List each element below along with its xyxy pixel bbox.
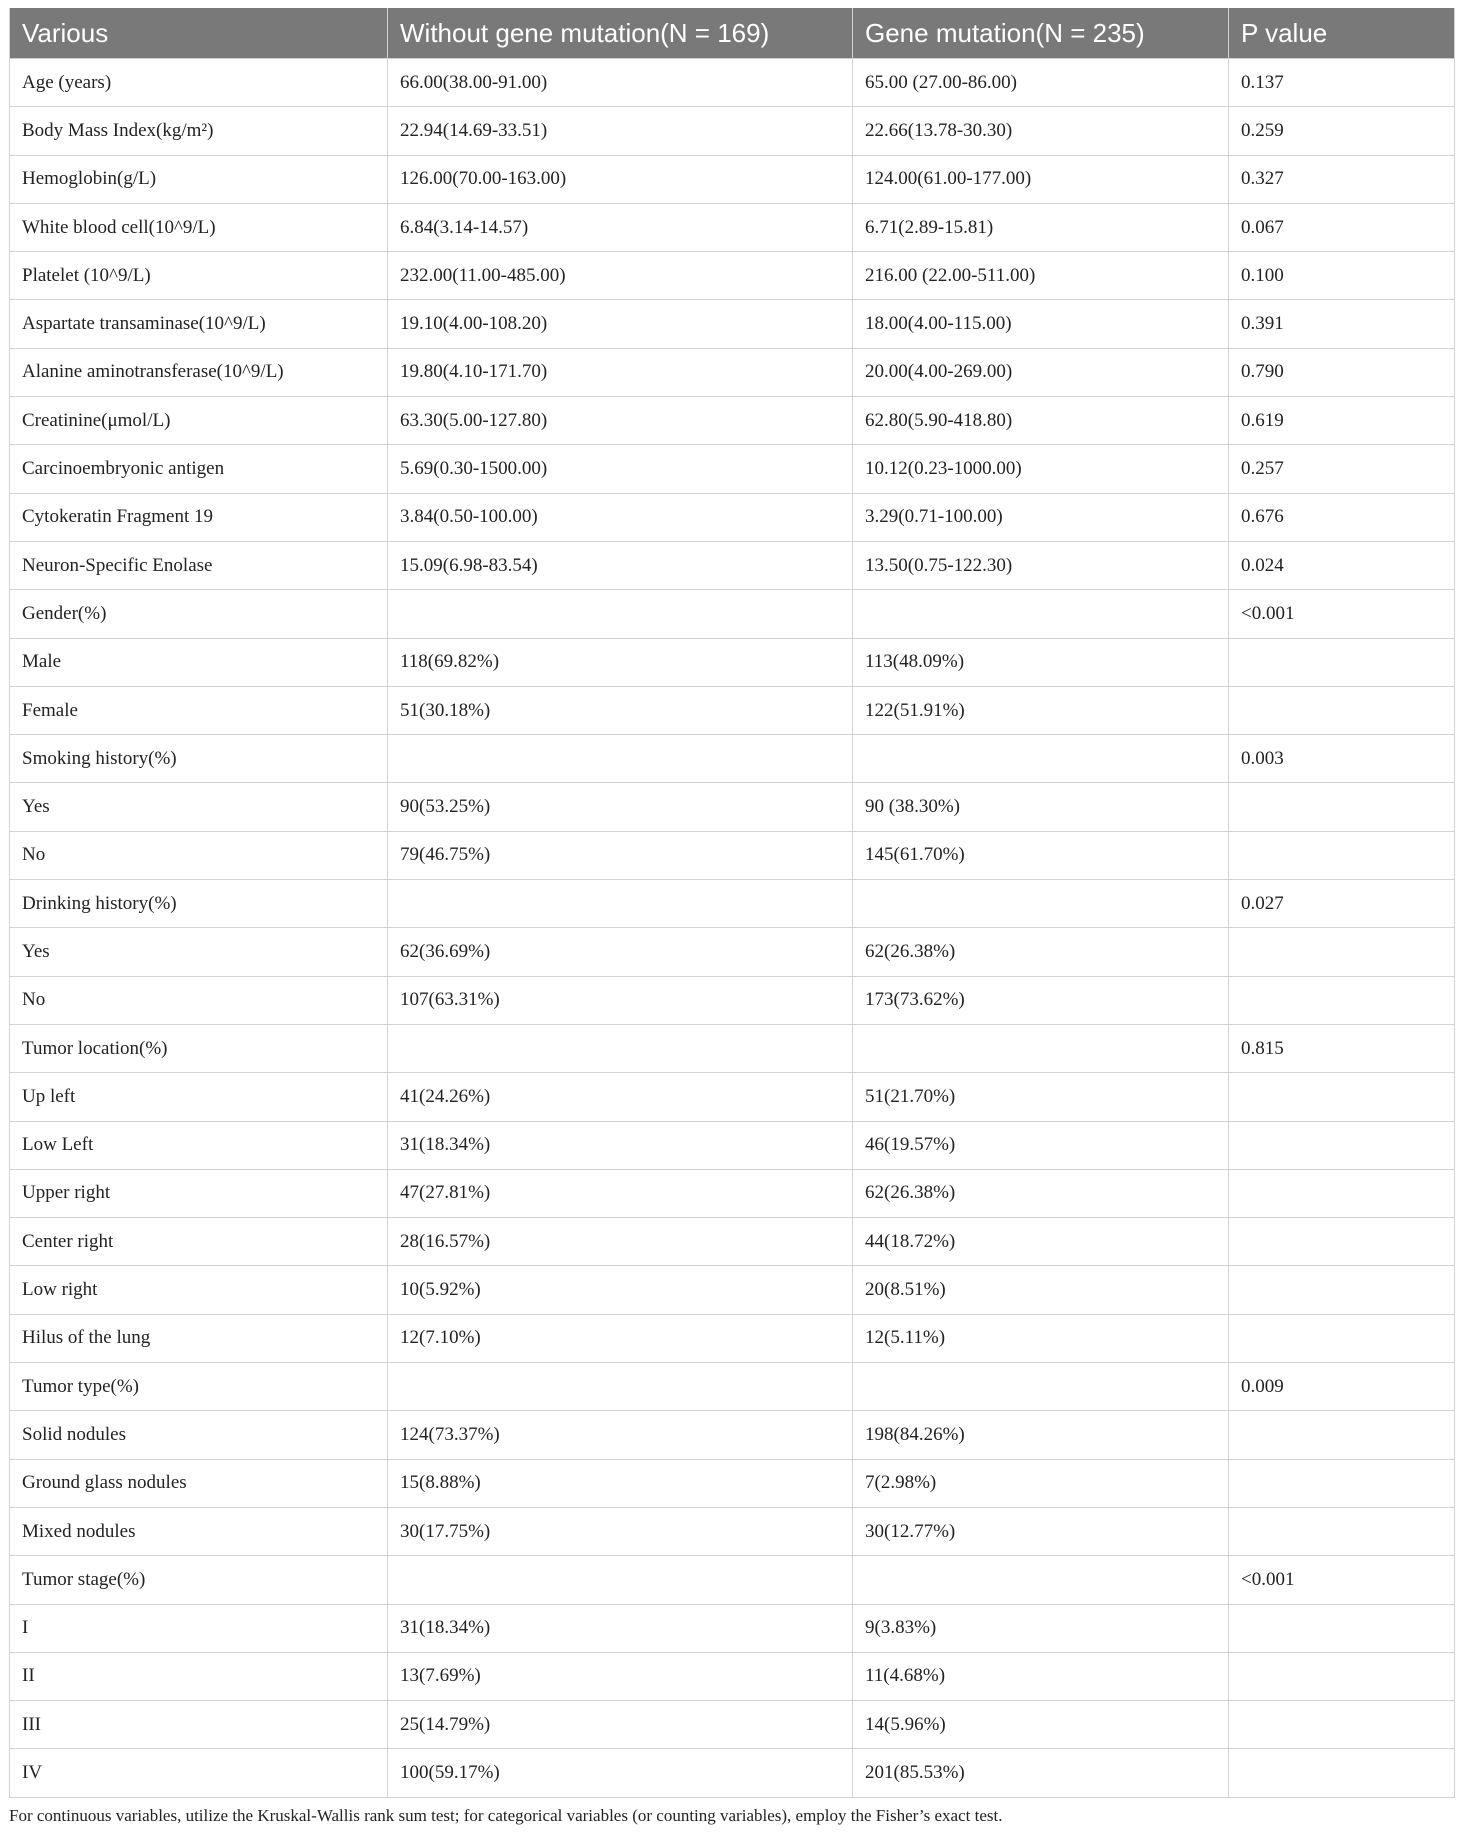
without-mutation-cell: 51(30.18%) bbox=[388, 686, 853, 734]
table-row bbox=[10, 348, 1455, 396]
variable-cell: Center right bbox=[10, 1218, 388, 1266]
gene-mutation-cell: 198(84.26%) bbox=[853, 1411, 1229, 1459]
table-row bbox=[10, 1411, 1455, 1459]
table-row bbox=[10, 686, 1455, 734]
gene-mutation-cell: 201(85.53%) bbox=[853, 1749, 1229, 1797]
gene-mutation-cell: 46(19.57%) bbox=[853, 1121, 1229, 1169]
without-mutation-cell: 232.00(11.00-485.00) bbox=[388, 252, 853, 300]
variable-cell: Up left bbox=[10, 1073, 388, 1121]
gene-mutation-cell bbox=[853, 880, 1229, 928]
table-row bbox=[10, 59, 1455, 107]
variable-cell: Solid nodules bbox=[10, 1411, 388, 1459]
gene-mutation-cell: 30(12.77%) bbox=[853, 1507, 1229, 1555]
table-row bbox=[10, 783, 1455, 831]
p-value-cell bbox=[1229, 1459, 1455, 1507]
without-mutation-cell bbox=[388, 1024, 853, 1072]
p-value-cell bbox=[1229, 1266, 1455, 1314]
p-value-cell: 0.009 bbox=[1229, 1363, 1455, 1411]
table-row bbox=[10, 252, 1455, 300]
table-row bbox=[10, 1266, 1455, 1314]
p-value-cell: 0.790 bbox=[1229, 348, 1455, 396]
p-value-cell bbox=[1229, 1073, 1455, 1121]
variable-cell: Female bbox=[10, 686, 388, 734]
variable-cell: Ground glass nodules bbox=[10, 1459, 388, 1507]
gene-mutation-cell bbox=[853, 1363, 1229, 1411]
without-mutation-cell: 3.84(0.50-100.00) bbox=[388, 493, 853, 541]
variable-cell: No bbox=[10, 831, 388, 879]
p-value-cell bbox=[1229, 1701, 1455, 1749]
table-row bbox=[10, 541, 1455, 589]
gene-mutation-cell: 18.00(4.00-115.00) bbox=[853, 300, 1229, 348]
gene-mutation-cell: 9(3.83%) bbox=[853, 1604, 1229, 1652]
gene-mutation-cell: 62(26.38%) bbox=[853, 1169, 1229, 1217]
p-value-cell bbox=[1229, 1604, 1455, 1652]
table-footnote: For continuous variables, utilize the Kruskal-Wallis rank sum test; for categorical variables (or counting variables), employ the Fisher’s exact test. bbox=[9, 1806, 1003, 1825]
variable-cell: Creatinine(μmol/L) bbox=[10, 397, 388, 445]
header-gene-mutation: Gene mutation(N = 235) bbox=[853, 8, 1229, 59]
table-row bbox=[10, 590, 1455, 638]
table-container bbox=[9, 8, 1454, 1798]
without-mutation-cell: 63.30(5.00-127.80) bbox=[388, 397, 853, 445]
p-value-cell: 0.257 bbox=[1229, 445, 1455, 493]
gene-mutation-cell: 113(48.09%) bbox=[853, 638, 1229, 686]
gene-mutation-cell bbox=[853, 735, 1229, 783]
table-row bbox=[10, 1218, 1455, 1266]
without-mutation-cell: 118(69.82%) bbox=[388, 638, 853, 686]
without-mutation-cell: 62(36.69%) bbox=[388, 928, 853, 976]
table-row bbox=[10, 1507, 1455, 1555]
p-value-cell: 0.259 bbox=[1229, 107, 1455, 155]
p-value-cell: 0.676 bbox=[1229, 493, 1455, 541]
without-mutation-cell: 124(73.37%) bbox=[388, 1411, 853, 1459]
variable-cell: Cytokeratin Fragment 19 bbox=[10, 493, 388, 541]
without-mutation-cell: 10(5.92%) bbox=[388, 1266, 853, 1314]
variable-cell: Smoking history(%) bbox=[10, 735, 388, 783]
gene-mutation-cell bbox=[853, 1556, 1229, 1604]
variable-cell: White blood cell(10^9/L) bbox=[10, 203, 388, 251]
p-value-cell: 0.067 bbox=[1229, 203, 1455, 251]
p-value-cell: <0.001 bbox=[1229, 1556, 1455, 1604]
p-value-cell: 0.027 bbox=[1229, 880, 1455, 928]
variable-cell: Platelet (10^9/L) bbox=[10, 252, 388, 300]
variable-cell: Age (years) bbox=[10, 59, 388, 107]
p-value-cell bbox=[1229, 1652, 1455, 1700]
gene-mutation-cell: 173(73.62%) bbox=[853, 976, 1229, 1024]
variable-cell: Mixed nodules bbox=[10, 1507, 388, 1555]
gene-mutation-cell: 62(26.38%) bbox=[853, 928, 1229, 976]
p-value-cell bbox=[1229, 928, 1455, 976]
table-row bbox=[10, 1556, 1455, 1604]
variable-cell: Yes bbox=[10, 928, 388, 976]
table-row bbox=[10, 928, 1455, 976]
variable-cell: Tumor type(%) bbox=[10, 1363, 388, 1411]
variable-cell: Alanine aminotransferase(10^9/L) bbox=[10, 348, 388, 396]
table-row bbox=[10, 1073, 1455, 1121]
variable-cell: III bbox=[10, 1701, 388, 1749]
table-row bbox=[10, 1604, 1455, 1652]
p-value-cell: 0.137 bbox=[1229, 59, 1455, 107]
gene-mutation-cell: 90 (38.30%) bbox=[853, 783, 1229, 831]
table-row bbox=[10, 831, 1455, 879]
variable-cell: Hemoglobin(g/L) bbox=[10, 155, 388, 203]
table-row bbox=[10, 155, 1455, 203]
table-row bbox=[10, 1024, 1455, 1072]
header-various: Various bbox=[10, 8, 388, 59]
gene-mutation-cell: 62.80(5.90-418.80) bbox=[853, 397, 1229, 445]
gene-mutation-cell: 216.00 (22.00-511.00) bbox=[853, 252, 1229, 300]
variable-cell: IV bbox=[10, 1749, 388, 1797]
without-mutation-cell: 79(46.75%) bbox=[388, 831, 853, 879]
p-value-cell bbox=[1229, 1169, 1455, 1217]
gene-mutation-cell bbox=[853, 1024, 1229, 1072]
gene-mutation-cell: 22.66(13.78-30.30) bbox=[853, 107, 1229, 155]
variable-cell: Body Mass Index(kg/m²) bbox=[10, 107, 388, 155]
table-body bbox=[10, 59, 1455, 1798]
p-value-cell bbox=[1229, 1507, 1455, 1555]
without-mutation-cell: 107(63.31%) bbox=[388, 976, 853, 1024]
gene-mutation-cell: 11(4.68%) bbox=[853, 1652, 1229, 1700]
without-mutation-cell bbox=[388, 590, 853, 638]
variable-cell: Tumor location(%) bbox=[10, 1024, 388, 1072]
p-value-cell: 0.100 bbox=[1229, 252, 1455, 300]
without-mutation-cell bbox=[388, 880, 853, 928]
variable-cell: Hilus of the lung bbox=[10, 1314, 388, 1362]
without-mutation-cell: 15(8.88%) bbox=[388, 1459, 853, 1507]
gene-mutation-cell bbox=[853, 590, 1229, 638]
gene-mutation-cell: 20(8.51%) bbox=[853, 1266, 1229, 1314]
without-mutation-cell: 5.69(0.30-1500.00) bbox=[388, 445, 853, 493]
p-value-cell: 0.327 bbox=[1229, 155, 1455, 203]
gene-mutation-cell: 44(18.72%) bbox=[853, 1218, 1229, 1266]
gene-mutation-cell: 145(61.70%) bbox=[853, 831, 1229, 879]
p-value-cell: 0.619 bbox=[1229, 397, 1455, 445]
gene-mutation-cell: 10.12(0.23-1000.00) bbox=[853, 445, 1229, 493]
characteristics-table bbox=[9, 8, 1455, 1798]
gene-mutation-cell: 124.00(61.00-177.00) bbox=[853, 155, 1229, 203]
p-value-cell bbox=[1229, 1218, 1455, 1266]
p-value-cell bbox=[1229, 1749, 1455, 1797]
without-mutation-cell: 25(14.79%) bbox=[388, 1701, 853, 1749]
without-mutation-cell: 126.00(70.00-163.00) bbox=[388, 155, 853, 203]
table-row bbox=[10, 976, 1455, 1024]
p-value-cell bbox=[1229, 976, 1455, 1024]
table-row bbox=[10, 1749, 1455, 1797]
without-mutation-cell: 47(27.81%) bbox=[388, 1169, 853, 1217]
p-value-cell bbox=[1229, 783, 1455, 831]
variable-cell: II bbox=[10, 1652, 388, 1700]
p-value-cell: 0.024 bbox=[1229, 541, 1455, 589]
without-mutation-cell bbox=[388, 1556, 853, 1604]
p-value-cell bbox=[1229, 1411, 1455, 1459]
variable-cell: No bbox=[10, 976, 388, 1024]
gene-mutation-cell: 51(21.70%) bbox=[853, 1073, 1229, 1121]
variable-cell: Gender(%) bbox=[10, 590, 388, 638]
table-row bbox=[10, 493, 1455, 541]
p-value-cell bbox=[1229, 638, 1455, 686]
p-value-cell bbox=[1229, 1314, 1455, 1362]
without-mutation-cell: 15.09(6.98-83.54) bbox=[388, 541, 853, 589]
variable-cell: Low Left bbox=[10, 1121, 388, 1169]
gene-mutation-cell: 122(51.91%) bbox=[853, 686, 1229, 734]
without-mutation-cell: 22.94(14.69-33.51) bbox=[388, 107, 853, 155]
gene-mutation-cell: 13.50(0.75-122.30) bbox=[853, 541, 1229, 589]
gene-mutation-cell: 65.00 (27.00-86.00) bbox=[853, 59, 1229, 107]
variable-cell: Carcinoembryonic antigen bbox=[10, 445, 388, 493]
table-row bbox=[10, 735, 1455, 783]
gene-mutation-cell: 7(2.98%) bbox=[853, 1459, 1229, 1507]
p-value-cell: 0.815 bbox=[1229, 1024, 1455, 1072]
table-row bbox=[10, 1363, 1455, 1411]
table-row bbox=[10, 397, 1455, 445]
table-row bbox=[10, 1652, 1455, 1700]
variable-cell: Yes bbox=[10, 783, 388, 831]
without-mutation-cell: 31(18.34%) bbox=[388, 1604, 853, 1652]
table-row bbox=[10, 203, 1455, 251]
without-mutation-cell bbox=[388, 735, 853, 783]
header-p-value: P value bbox=[1229, 8, 1455, 59]
header-row bbox=[10, 8, 1455, 59]
p-value-cell bbox=[1229, 1121, 1455, 1169]
p-value-cell bbox=[1229, 831, 1455, 879]
gene-mutation-cell: 20.00(4.00-269.00) bbox=[853, 348, 1229, 396]
without-mutation-cell: 100(59.17%) bbox=[388, 1749, 853, 1797]
without-mutation-cell: 30(17.75%) bbox=[388, 1507, 853, 1555]
table-row bbox=[10, 1459, 1455, 1507]
without-mutation-cell: 13(7.69%) bbox=[388, 1652, 853, 1700]
variable-cell: Male bbox=[10, 638, 388, 686]
without-mutation-cell: 31(18.34%) bbox=[388, 1121, 853, 1169]
without-mutation-cell: 66.00(38.00-91.00) bbox=[388, 59, 853, 107]
table-row bbox=[10, 107, 1455, 155]
gene-mutation-cell: 12(5.11%) bbox=[853, 1314, 1229, 1362]
p-value-cell: 0.003 bbox=[1229, 735, 1455, 783]
table-row bbox=[10, 1314, 1455, 1362]
without-mutation-cell: 19.10(4.00-108.20) bbox=[388, 300, 853, 348]
without-mutation-cell: 90(53.25%) bbox=[388, 783, 853, 831]
table-row bbox=[10, 445, 1455, 493]
variable-cell: Neuron-Specific Enolase bbox=[10, 541, 388, 589]
variable-cell: Tumor stage(%) bbox=[10, 1556, 388, 1604]
p-value-cell: <0.001 bbox=[1229, 590, 1455, 638]
variable-cell: Upper right bbox=[10, 1169, 388, 1217]
table-row bbox=[10, 1121, 1455, 1169]
table-row bbox=[10, 880, 1455, 928]
table-row bbox=[10, 1169, 1455, 1217]
variable-cell: Low right bbox=[10, 1266, 388, 1314]
table-row bbox=[10, 638, 1455, 686]
without-mutation-cell: 19.80(4.10-171.70) bbox=[388, 348, 853, 396]
variable-cell: Drinking history(%) bbox=[10, 880, 388, 928]
without-mutation-cell: 41(24.26%) bbox=[388, 1073, 853, 1121]
gene-mutation-cell: 14(5.96%) bbox=[853, 1701, 1229, 1749]
p-value-cell bbox=[1229, 686, 1455, 734]
variable-cell: Aspartate transaminase(10^9/L) bbox=[10, 300, 388, 348]
p-value-cell: 0.391 bbox=[1229, 300, 1455, 348]
gene-mutation-cell: 3.29(0.71-100.00) bbox=[853, 493, 1229, 541]
without-mutation-cell bbox=[388, 1363, 853, 1411]
variable-cell: I bbox=[10, 1604, 388, 1652]
gene-mutation-cell: 6.71(2.89-15.81) bbox=[853, 203, 1229, 251]
header-without-mutation: Without gene mutation(N = 169) bbox=[388, 8, 853, 59]
table-row bbox=[10, 1701, 1455, 1749]
without-mutation-cell: 6.84(3.14-14.57) bbox=[388, 203, 853, 251]
table-row bbox=[10, 300, 1455, 348]
without-mutation-cell: 12(7.10%) bbox=[388, 1314, 853, 1362]
without-mutation-cell: 28(16.57%) bbox=[388, 1218, 853, 1266]
